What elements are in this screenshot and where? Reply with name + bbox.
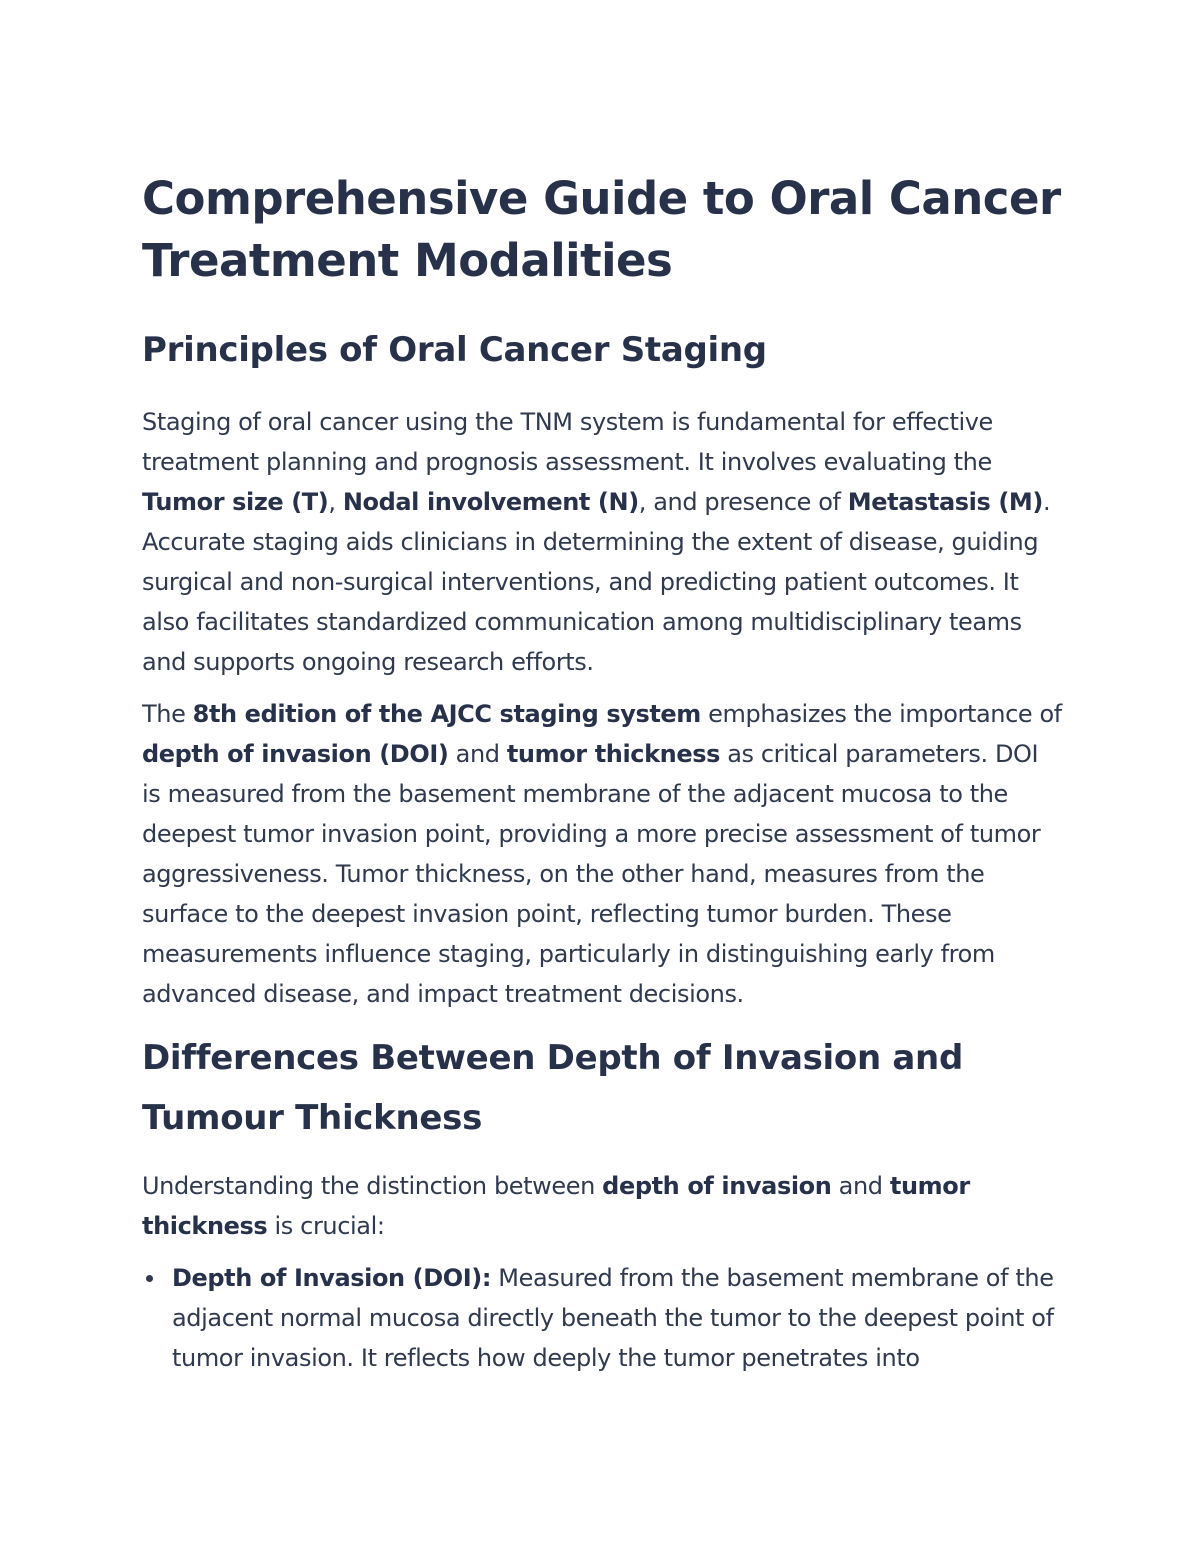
bold-term-ajcc: 8th edition of the AJCC staging system [192,700,701,728]
bold-term-metastasis: Metastasis (M) [847,488,1043,516]
text-run: and [831,1172,890,1200]
text-run: is crucial: [267,1212,385,1240]
text-run: Understanding the distinction between [142,1172,603,1200]
text-run: . Accurate staging aids clinicians in determining the extent of disease, guiding surgical and non-surgical interventions, and predicting patient outcomes. It also facilitates standardized communication among multidisciplinary teams and supports ongoing research efforts. [142,488,1051,676]
list-item [172,1258,1062,1378]
text-run: emphasizes the importance of [700,700,1062,728]
paragraph-distinction-intro [142,1166,1062,1246]
list-item-text: Measured from the basement membrane of the adjacent normal mucosa directly beneath the tumor to the deepest point of tumor invasion. It reflects how deeply the tumor penetrates into [172,1264,1054,1372]
bold-term-tumor-thickness: tumor thickness [142,1172,970,1240]
text-run: , and presence of [638,488,848,516]
text-run: , [328,488,343,516]
paragraph-tnm-staging [142,402,1062,682]
section-heading-differences: Differences Between Depth of Invasion and Tumour Thickness [142,1038,963,1138]
text-run: as critical parameters. DOI is measured from the basement membrane of the adjacent mucosa to the deepest tumor invasion point, providing a more precise assessment of tumor aggressiveness. Tumor thickness, on the other hand, measures from the surface to the deepest invasion point, reflecting tumor burden. These measurements influence staging, particularly in distinguishing early from advanced disease, and impact treatment decisions. [142,740,1041,1008]
text-run: The [142,700,193,728]
bold-term-doi: depth of invasion (DOI) [142,740,449,768]
text-run: and [448,740,507,768]
bold-term-tumor-size: Tumor size (T) [142,488,329,516]
text-run: Staging of oral cancer using the TNM system is fundamental for effective treatment planning and prognosis assessment. It involves evaluating the [142,408,993,476]
list-item-label: Depth of Invasion (DOI): [172,1264,492,1292]
bold-term-nodal-involvement: Nodal involvement (N) [342,488,639,516]
paragraph-ajcc-edition [142,694,1062,1014]
section-heading-staging: Principles of Oral Cancer Staging [142,330,767,370]
bullet-icon [146,1275,153,1282]
page-title: Comprehensive Guide to Oral Cancer Treatment Modalities [142,172,1061,287]
document-page [142,168,1062,1378]
bold-term-depth-of-invasion: depth of invasion [602,1172,832,1200]
definition-list [142,1258,1062,1378]
bold-term-tumor-thickness: tumor thickness [506,740,720,768]
